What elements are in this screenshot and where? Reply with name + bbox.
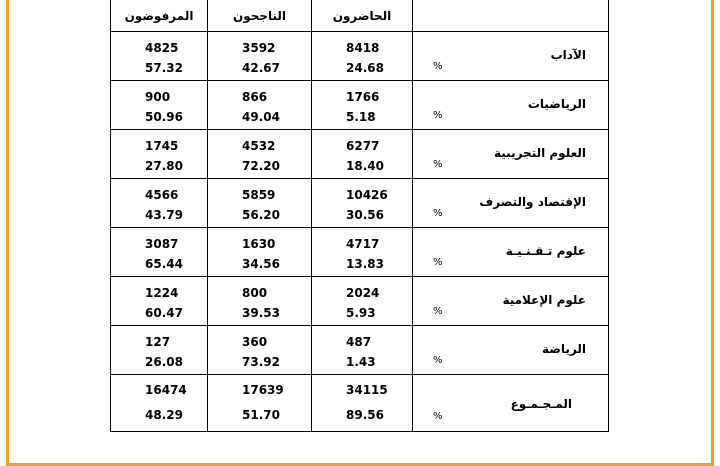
rejected-count: 127 <box>145 335 171 349</box>
specialty-cell <box>413 32 609 81</box>
results-table <box>110 0 609 432</box>
passed-percent: 49.04 <box>242 110 280 124</box>
passed-percent: 42.67 <box>242 61 280 75</box>
table-row <box>111 179 609 228</box>
rejected-percent: 43.79 <box>145 208 183 222</box>
percent-sign: % <box>433 159 443 170</box>
passed-count: 5859 <box>242 188 276 202</box>
passed-cell <box>208 277 312 326</box>
attendees-cell <box>312 228 413 277</box>
attendees-percent: 5.93 <box>346 306 376 320</box>
percent-sign: % <box>433 208 443 219</box>
header-attendees: الحاضرون <box>312 0 413 32</box>
percent-sign: % <box>433 306 443 317</box>
specialty-cell <box>413 277 609 326</box>
specialty-cell <box>413 375 609 432</box>
passed-cell <box>208 228 312 277</box>
attendees-count: 487 <box>346 335 372 349</box>
attendees-count: 1766 <box>346 90 380 104</box>
rejected-percent: 27.80 <box>145 159 183 173</box>
rejected-count: 900 <box>145 90 171 104</box>
percent-sign: % <box>433 257 443 268</box>
rejected-cell <box>111 375 208 432</box>
attendees-percent: 13.83 <box>346 257 384 271</box>
rejected-percent: 60.47 <box>145 306 183 320</box>
table-row <box>111 32 609 81</box>
header-specialty <box>413 0 609 32</box>
percent-sign: % <box>433 355 443 366</box>
attendees-percent: 5.18 <box>346 110 376 124</box>
rejected-count: 4566 <box>145 188 179 202</box>
percent-sign: % <box>433 110 443 121</box>
total-attendees-count: 34115 <box>346 383 388 397</box>
passed-percent: 56.20 <box>242 208 280 222</box>
passed-count: 800 <box>242 286 268 300</box>
attendees-count: 8418 <box>346 41 380 55</box>
passed-cell <box>208 375 312 432</box>
table-row <box>111 81 609 130</box>
rejected-percent: 65.44 <box>145 257 183 271</box>
rejected-cell <box>111 32 208 81</box>
specialty-name: الرياضة <box>542 342 586 356</box>
passed-count: 360 <box>242 335 268 349</box>
table-row <box>111 130 609 179</box>
total-row <box>111 375 609 432</box>
attendees-count: 2024 <box>346 286 380 300</box>
rejected-cell <box>111 81 208 130</box>
passed-cell <box>208 326 312 375</box>
attendees-count: 10426 <box>346 188 388 202</box>
rejected-cell <box>111 326 208 375</box>
rejected-count: 1224 <box>145 286 179 300</box>
specialty-name: العلوم التجريبية <box>494 146 586 160</box>
specialty-name: الرياضيات <box>527 97 586 111</box>
table-row <box>111 277 609 326</box>
attendees-percent: 18.40 <box>346 159 384 173</box>
specialty-name: الإقتصاد والتصرف <box>479 195 586 209</box>
attendees-percent: 1.43 <box>346 355 376 369</box>
specialty-cell <box>413 179 609 228</box>
table-header-row <box>111 0 609 32</box>
attendees-cell <box>312 375 413 432</box>
table-row <box>111 228 609 277</box>
specialty-cell <box>413 130 609 179</box>
rejected-cell <box>111 277 208 326</box>
specialty-cell <box>413 81 609 130</box>
passed-percent: 73.92 <box>242 355 280 369</box>
total-rejected-percent: 48.29 <box>145 408 183 422</box>
passed-cell <box>208 130 312 179</box>
total-attendees-percent: 89.56 <box>346 408 384 422</box>
rejected-percent: 57.32 <box>145 61 183 75</box>
attendees-cell <box>312 277 413 326</box>
attendees-cell <box>312 32 413 81</box>
header-rejected: المرفوضون <box>111 0 208 32</box>
attendees-percent: 30.56 <box>346 208 384 222</box>
specialty-name: علوم تـقـنـيـة <box>505 244 586 258</box>
passed-count: 866 <box>242 90 268 104</box>
passed-percent: 72.20 <box>242 159 280 173</box>
table-row <box>111 326 609 375</box>
specialty-cell <box>413 228 609 277</box>
rejected-cell <box>111 130 208 179</box>
percent-sign: % <box>433 411 443 422</box>
total-passed-percent: 51.70 <box>242 408 280 422</box>
rejected-count: 1745 <box>145 139 179 153</box>
total-label: المـجـمـوع <box>510 397 572 411</box>
attendees-cell <box>312 81 413 130</box>
rejected-count: 4825 <box>145 41 179 55</box>
total-rejected-count: 16474 <box>145 383 187 397</box>
passed-percent: 39.53 <box>242 306 280 320</box>
passed-count: 4532 <box>242 139 276 153</box>
header-passed: الناجحون <box>208 0 312 32</box>
attendees-count: 6277 <box>346 139 380 153</box>
passed-cell <box>208 81 312 130</box>
rejected-percent: 50.96 <box>145 110 183 124</box>
rejected-cell <box>111 228 208 277</box>
passed-percent: 34.56 <box>242 257 280 271</box>
rejected-percent: 26.08 <box>145 355 183 369</box>
passed-cell <box>208 179 312 228</box>
specialty-name: علوم الإعلامية <box>502 293 586 307</box>
specialty-cell <box>413 326 609 375</box>
attendees-cell <box>312 326 413 375</box>
attendees-percent: 24.68 <box>346 61 384 75</box>
passed-count: 3592 <box>242 41 276 55</box>
attendees-count: 4717 <box>346 237 380 251</box>
passed-count: 1630 <box>242 237 276 251</box>
rejected-cell <box>111 179 208 228</box>
percent-sign: % <box>433 61 443 72</box>
rejected-count: 3087 <box>145 237 179 251</box>
total-passed-count: 17639 <box>242 383 284 397</box>
specialty-name: الآداب <box>550 48 586 62</box>
passed-cell <box>208 32 312 81</box>
attendees-cell <box>312 179 413 228</box>
attendees-cell <box>312 130 413 179</box>
